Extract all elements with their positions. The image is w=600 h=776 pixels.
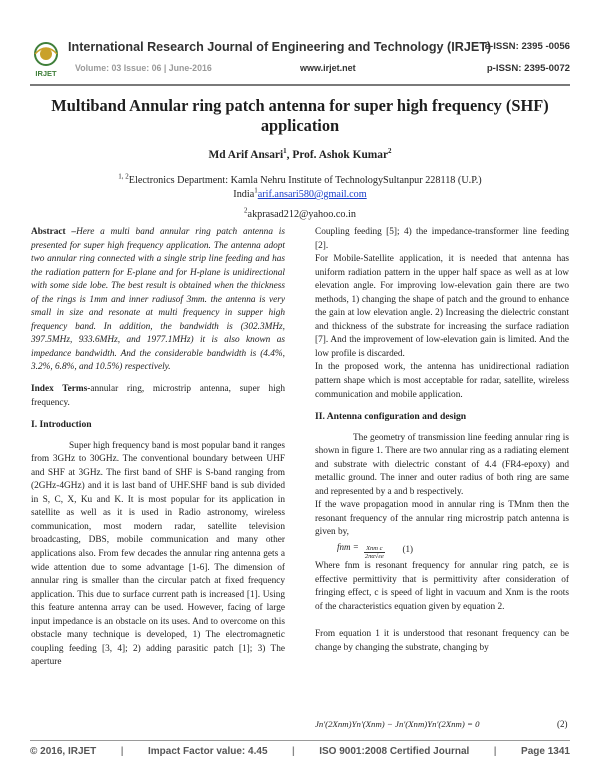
- index-terms-label: Index Terms-: [31, 384, 91, 395]
- abstract-label: Abstract –: [31, 227, 77, 237]
- footer-divider: [30, 740, 570, 741]
- irjet-logo: [30, 40, 62, 80]
- section-2-heading: II. Antenna configuration and design: [315, 411, 467, 423]
- footer-iso: ISO 9001:2008 Certified Journal: [319, 746, 470, 757]
- eq1-denominator: 2πα√εe: [364, 552, 384, 560]
- journal-header: [30, 40, 570, 80]
- volume-issue: Volume: 03 Issue: 06 | June-2016: [75, 63, 212, 73]
- author-line: [40, 149, 560, 161]
- author-1-sup: 1: [283, 147, 287, 156]
- logo-text: IRJET: [35, 69, 57, 78]
- where-paragraph: Where fnm is resonant frequency for annular ring patch, εe is effective permittivity that is permittivity after consideration of fringing effect, c is speed of light in vacuum and Xnm is the roots of the characteristics equation given by equation 2.: [315, 561, 569, 612]
- country: India: [233, 189, 255, 200]
- email-1-sup: 1: [254, 186, 258, 195]
- equation-1: [315, 540, 569, 560]
- equation-2: Jn'(2Xnm)Yn'(Xnm) − Jn'(Xnm)Yn'(2Xnm) = 0: [315, 719, 480, 729]
- journal-title: International Research Journal of Engineering and Technology (IRJET): [68, 40, 492, 54]
- conclusion-paragraph: From equation 1 it is understood that resonant frequency can be change by changing the substrate, changing by: [315, 629, 569, 653]
- journal-website[interactable]: www.irjet.net: [300, 63, 356, 73]
- footer-copyright: © 2016, IRJET: [30, 746, 97, 757]
- eq1-fraction: [364, 545, 384, 560]
- author-2: Prof. Ashok Kumar: [292, 149, 389, 161]
- index-terms-text: annular ring, microstrip antenna, super high frequency.: [31, 384, 285, 408]
- index-terms: [31, 383, 285, 410]
- eq1-label: (1): [402, 544, 414, 555]
- right-paragraph-3: In the proposed work, the antenna has unidirectional radiation pattern shape which is most acceptable for radar, satellite, wireless communication and mobile application.: [315, 362, 569, 400]
- email-2: [40, 206, 560, 220]
- header-divider: [30, 84, 570, 86]
- email-2-text: akprasad212@yahoo.co.in: [247, 209, 356, 220]
- right-paragraph-1: Coupling feeding [5]; 4) the impedance-transformer line feeding [2].: [315, 227, 569, 251]
- footer-sep-1: |: [120, 746, 124, 757]
- e-issn: e-ISSN: 2395 -0056: [484, 41, 570, 52]
- footer-sep-2: |: [291, 746, 295, 757]
- intro-paragraph: Super high frequency band is most popular band it ranges from 3GHz to 30GHz. The conventional boundary between UHF and SHF at 3GHz. The first band of SHF is S-band ranging from (2GHz-4GHz) and it is last band of UHF.SHF band is sub divided in S, C, X, Ku and K. It is most popular for its application in satellite as well as it is used in Radio astronomy, wireless communication, most modern radar, satellite television broadcasting, DBS, mobile communication and many other applications also. From few decades the annular ring antenna gets a wide attention due to some advantage [1-6]. The dimension of annular ring is smaller than the circular patch at fixed frequency application. This due to surface current path is increased [1]. Using this feature antenna array can be used. However, facing of large input impedance is an obstacle on its uses. And to overcome on this obstacle many technique is developed, 1) The electromagnetic coupling feeding [3, 4]; 2) adding parasitic patch [1]; 3) The aperture: [31, 440, 285, 668]
- footer-impact: Impact Factor value: 4.45: [148, 746, 268, 757]
- affiliation: [40, 174, 560, 202]
- p-issn: p-ISSN: 2395-0072: [486, 63, 570, 74]
- affiliation-text: Electronics Department: Kamla Nehru Institute of TechnologySultanpur 228118 (U.P.): [128, 175, 482, 186]
- email-1-link[interactable]: arif.ansari580@gmail.com: [257, 189, 367, 200]
- abstract: [31, 226, 285, 375]
- geometry-paragraph: The geometry of transmission line feeding annular ring is shown in figure 1. There are two annular ring as a radiating element and substrate with dielectric constant of 4.4 (FR4-epoxy) and metallic ground. The inner and outer radius of both ring are same and represented by a and b respectively.: [315, 432, 569, 497]
- eq2-label: (2): [557, 719, 568, 729]
- footer: [30, 746, 570, 757]
- mode-paragraph: If the wave propagation mood in annular ring is TMnm then the resonant frequency of the annular ring microstrip patch antenna is given by,: [315, 500, 569, 538]
- paper-title: Multiband Annular ring patch antenna for super high frequency (SHF) application: [51, 96, 549, 135]
- author-separator: ,: [286, 149, 293, 161]
- affiliation-sup: 1, 2: [118, 172, 129, 181]
- right-column: [315, 226, 569, 655]
- email-2-sup: 2: [244, 206, 248, 215]
- abstract-text: Here a multi band annular ring patch antenna is presented for super high frequency application. The antenna adopt two annular ring connected with a single strip line feeding and has the radiation pattern for E-plane and for H-plane is unidirectional with some side lobe. The best result is obtained when the thickness of the rings is 1mm and inner radiusof 3mm. the antenna is very small in size and resonate at multi frequency in supper high frequency band. In addition, the bandwidth is (302.3MHz, 397.5MHz, 933.6MHz, and 1977.1MHz) it is also known as impedance bandwidth. And the considerable bandwidth is (4.4%, 3.2%, 6.8%, and 10.5%) respectively.: [31, 227, 285, 373]
- author-1: Md Arif Ansari: [208, 149, 284, 161]
- footer-sep-3: |: [493, 746, 497, 757]
- author-2-sup: 2: [388, 147, 392, 156]
- section-1-heading: I. Introduction: [31, 419, 92, 431]
- eq1-numerator: Xnm c: [366, 544, 383, 552]
- right-paragraph-2: For Mobile-Satellite application, it is needed that antenna has uniform radiation pattern in the upper half space as well as at low elevation angle. For improving low-elevation gain there are two methods, 1) changing the shape of patch and the ground to enhance the gain at low elevation angle. 2) Increasing the dielectric constant and thickness of the substrate for increasing the surface radiation [7]. And the improvement of low-elevation gain is limited. And the low profile is discarded.: [315, 254, 569, 359]
- eq1-lhs: fnm =: [337, 541, 359, 552]
- left-column: [31, 226, 285, 670]
- footer-page: Page 1341: [521, 746, 570, 757]
